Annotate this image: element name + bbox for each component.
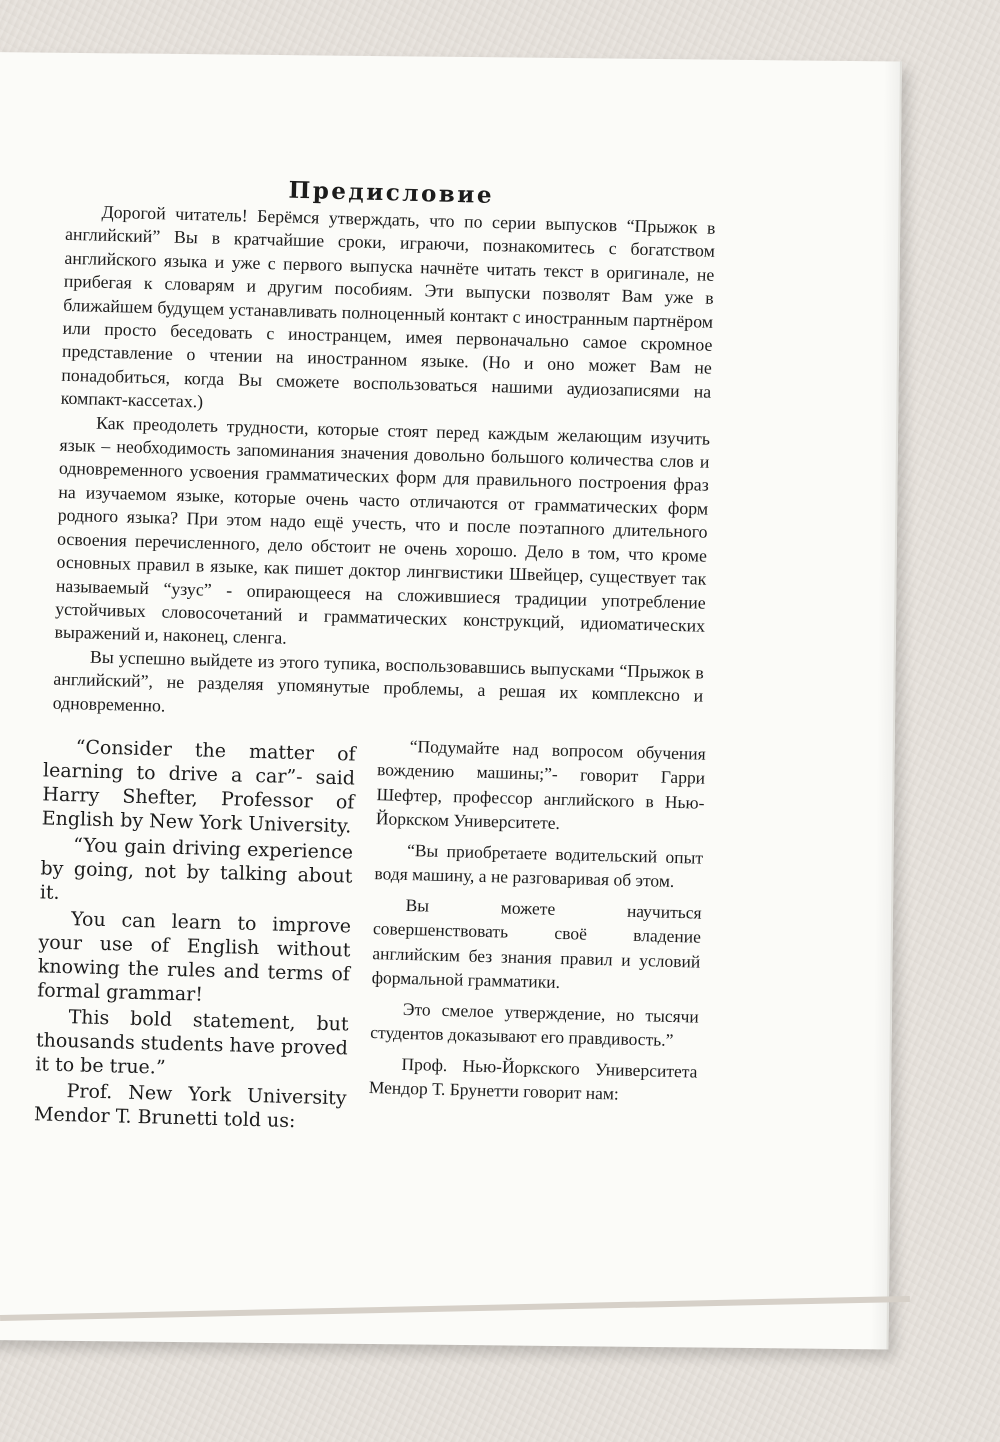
english-paragraph: Prof. New York University Mendor T. Brunetti told us: [33,1080,347,1133]
paragraph: Дорогой читатель! Берёмся утверждать, что по серии выпусков “Прыжок в английский” Вы в кратчайшие сроки, играючи, познакомитесь с богатством английского языка и уже с первого выпуска начнёте читать текст в оригинале, не прибегая к словарям и другим пособиям. Эти выпуски позволят Вам уже в ближайшем будущем устанавливать полноценный контакт с иностранным партнёром или просто беседовать с иностранцем, имея первоначально самое скромное представление о чтении на иностранном языке. (Но и оно может Вам не понадобиться, когда Вы сможете воспользоваться нашими аудиозаписями на компакт-кассетах.) [60,201,716,412]
russian-paragraph: Это смелое утверждение, но тысячи студентов доказывают его правдивость.” [370,998,700,1051]
russian-paragraph: Проф. Нью-Йоркского Университета Мендор Т. Брунетти говорит нам: [368,1053,698,1105]
russian-column [368,733,706,1114]
paragraph: Как преодолеть трудности, которые стоят перед каждым желающим изучить язык – необходимость запоминания значения довольно большого количества слов и одновременного усвоения грамматических форм для правильного построения фраз на изучаемом языке, которые очень часто отличаются от грамматических форм родного языка? При этом надо ещё учесть, что и после поэтапного длительного освоения перечисленного, дело обстоит не очень хорошо. Дело в том, что кроме основных правил в языке, как пишет доктор лингвистики Швейцер, существует так называемый “узус” - опирающееся на сложившиеся традиции употребление устойчивых словосочетаний и грамматических конструкций, идиоматических выражений и, наконец, сленга. [54,412,711,649]
russian-paragraph: “Подумайте над вопросом обучения вождению машины;”- говорит Гарри Шефтер, профессор английского в Нью-Йоркском Университете. [375,735,706,834]
english-paragraph: You can learn to improve your use of English without knowing the rules and terms of formal grammar! [37,908,352,1006]
russian-paragraph: “Вы приобретаете водительский опыт водя машину, а не разговаривая об этом. [374,839,704,892]
book-page [0,52,902,1349]
paragraph: Вы успешно выйдете из этого тупика, воспользовавшись выпусками “Прыжок в английский”, не разделяя упомянутые проблемы, а решая их комплексно и одновременно. [52,646,705,716]
russian-paragraph: Вы можете научиться совершенствовать своё владение английским без знания правил и условий формальной грамматики. [371,894,702,993]
english-paragraph: “You gain driving experience by going, not by talking about it. [39,834,354,904]
english-paragraph: “Consider the matter of learning to drive a car”- said Harry Shefter, Professor of English by New York University. [41,736,356,838]
page-title: Предисловие [288,176,495,209]
foreword-text [33,171,717,1148]
bilingual-columns [33,731,706,1148]
english-column [34,734,356,1136]
english-paragraph: This bold statement, but thousands students have proved it to be true.” [35,1006,349,1079]
